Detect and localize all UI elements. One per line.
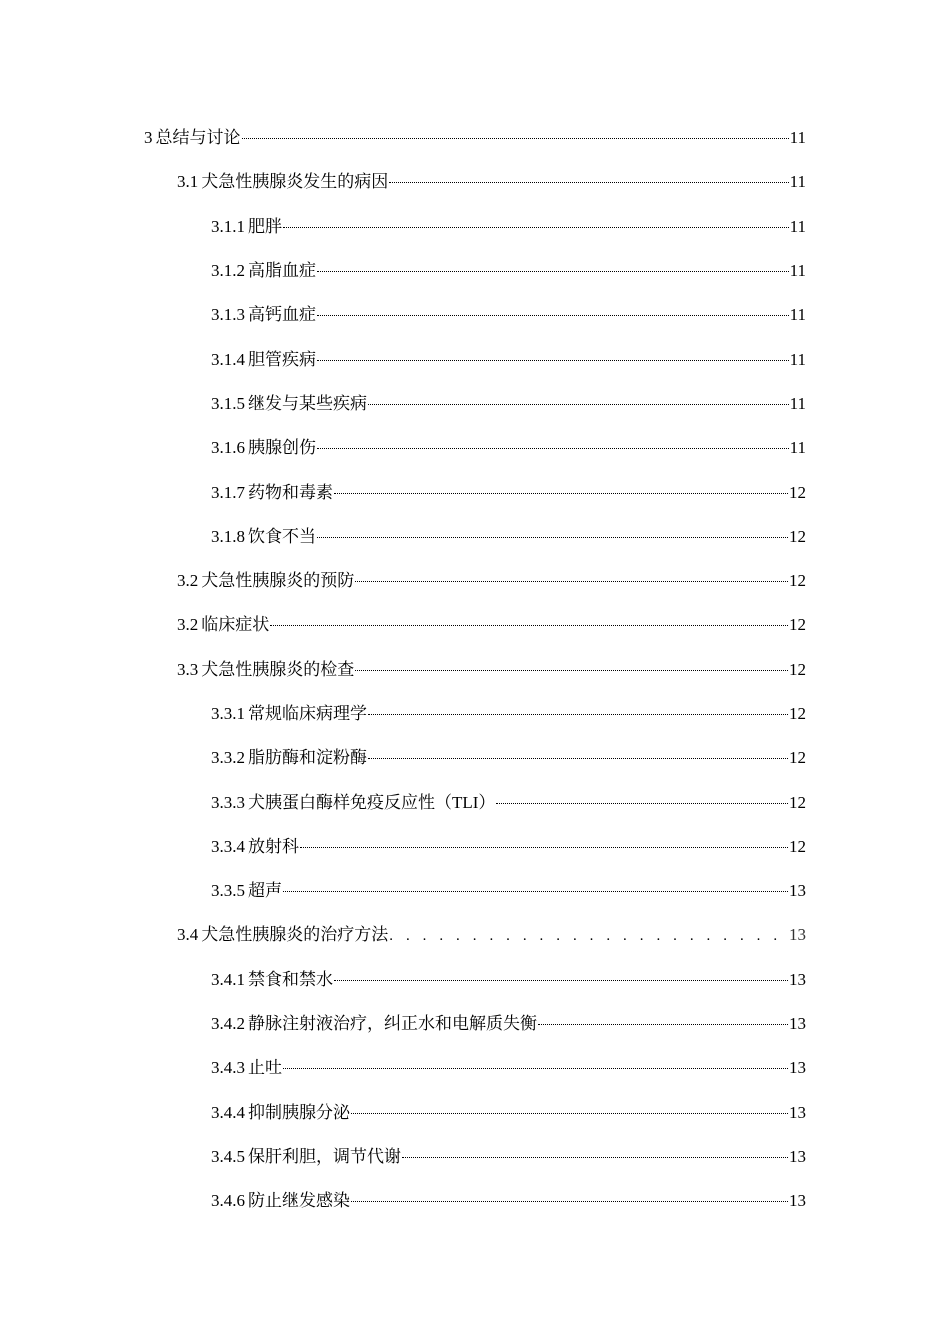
- toc-entry-title: 3.2 临床症状: [177, 615, 270, 635]
- toc-page-number: 13: [789, 1191, 806, 1211]
- toc-entry[interactable]: [0, 559, 950, 603]
- table-of-contents: [0, 116, 950, 1223]
- dot-leader: [351, 1113, 788, 1114]
- toc-page-number: 12: [789, 482, 806, 502]
- toc-entry[interactable]: [0, 426, 950, 470]
- toc-page-number: 11: [789, 393, 806, 413]
- dot-leader: [300, 847, 788, 848]
- toc-entry[interactable]: [0, 869, 950, 913]
- toc-page-number: 11: [789, 349, 806, 369]
- toc-entry-title: 3.4.2 静脉注射液治疗，纠正水和电解质失衡: [211, 1014, 537, 1034]
- dot-leader: [368, 758, 788, 759]
- toc-entry-title: 3.4 犬急性胰腺炎的治疗方法: [177, 924, 389, 944]
- toc-page-number: 12: [789, 704, 806, 723]
- dot-leader: [317, 537, 788, 538]
- toc-page-number: 11: [789, 216, 806, 236]
- dot-leader: [317, 271, 789, 272]
- dot-leader: [270, 625, 788, 626]
- dot-leader: [389, 182, 788, 183]
- dot-leader: [355, 581, 788, 582]
- dot-leader: [317, 315, 789, 316]
- toc-page-number: 12: [789, 748, 806, 768]
- dot-leader: [283, 891, 788, 892]
- toc-page-number: 11: [789, 261, 806, 281]
- toc-page-number: 13: [789, 1058, 806, 1078]
- toc-page-number: 12: [789, 571, 806, 591]
- toc-entry[interactable]: [0, 515, 950, 559]
- toc-entry[interactable]: [0, 116, 950, 160]
- dot-leader: [351, 1201, 788, 1202]
- toc-page-number: 11: [789, 438, 806, 458]
- dot-leader: [368, 714, 788, 715]
- toc-entry[interactable]: [0, 160, 950, 204]
- toc-entry[interactable]: [0, 1179, 950, 1223]
- toc-page-number: 13: [789, 881, 806, 901]
- toc-entry-title: 3.4.3 止吐: [211, 1058, 282, 1078]
- toc-page-number: 13: [789, 969, 806, 989]
- toc-page-number: 13: [789, 1146, 806, 1166]
- toc-entry-title: 3.3 犬急性胰腺炎的检查: [177, 659, 355, 679]
- dot-leader: [355, 670, 788, 671]
- toc-page-number: 12: [789, 659, 806, 679]
- toc-page-number: 11: [789, 305, 806, 325]
- toc-entry[interactable]: [0, 1046, 950, 1090]
- toc-entry-title: 3 总结与讨论: [144, 128, 241, 148]
- toc-page-number: 12: [789, 615, 806, 635]
- dot-leader: [242, 138, 789, 139]
- toc-entry-title: 3.1.1 肥胖: [211, 216, 282, 236]
- toc-entry[interactable]: [0, 293, 950, 337]
- dot-leader: [283, 227, 789, 228]
- toc-entry-title: 3.2 犬急性胰腺炎的预防: [177, 571, 355, 591]
- dot-leader: [402, 1157, 788, 1158]
- dot-leader: [389, 925, 788, 947]
- toc-entry-title: 3.3.4 放射科: [211, 836, 299, 856]
- toc-entry[interactable]: [0, 780, 950, 824]
- toc-entry[interactable]: [0, 692, 950, 736]
- toc-entry-title: 3.4.4 抑制胰腺分泌: [211, 1102, 350, 1122]
- toc-page-number: 12: [789, 526, 806, 546]
- dot-leader: [334, 980, 788, 981]
- toc-entry[interactable]: [0, 470, 950, 514]
- toc-entry-title: 3.1.6 胰腺创伤: [211, 438, 316, 458]
- toc-entry[interactable]: [0, 382, 950, 426]
- toc-entry[interactable]: [0, 1091, 950, 1135]
- toc-entry-title: 3.1.4 胆管疾病: [211, 349, 316, 369]
- dot-leader: [283, 1068, 788, 1069]
- toc-entry[interactable]: [0, 1002, 950, 1046]
- toc-entry-title: 3.1.2 高脂血症: [211, 261, 316, 281]
- toc-entry-title: 3.3.1 常规临床病理学: [211, 704, 367, 723]
- toc-page-number: 11: [789, 172, 806, 192]
- toc-page-number: 12: [789, 792, 806, 812]
- toc-entry[interactable]: [0, 205, 950, 249]
- toc-entry-title: 3.1.7 药物和毒素: [211, 482, 333, 502]
- dot-leader: [538, 1024, 788, 1025]
- toc-page-number: 12: [789, 836, 806, 856]
- toc-page-number: 13: [789, 1014, 806, 1034]
- toc-entry-title: 3.1.8 饮食不当: [211, 526, 316, 546]
- toc-entry[interactable]: [0, 913, 950, 957]
- toc-page-number: 13: [789, 1102, 806, 1122]
- toc-entry[interactable]: [0, 736, 950, 780]
- toc-page-number: 13: [789, 924, 806, 944]
- toc-entry-title: 3.1.5 继发与某些疾病: [211, 393, 367, 413]
- toc-entry[interactable]: [0, 648, 950, 692]
- toc-entry-title: 3.4.1 禁食和禁水: [211, 969, 333, 989]
- toc-entry[interactable]: [0, 603, 950, 647]
- dot-leader: [496, 803, 788, 804]
- dot-leader: [317, 360, 789, 361]
- toc-entry-title: 3.3.5 超声: [211, 881, 282, 901]
- toc-entry-title: 3.3.2 脂肪酶和淀粉酶: [211, 748, 367, 768]
- toc-entry[interactable]: [0, 958, 950, 1002]
- toc-entry-title: 3.4.5 保肝利胆，调节代谢: [211, 1146, 401, 1166]
- toc-entry-title: 3.1.3 高钙血症: [211, 305, 316, 325]
- toc-entry-title: 3.1 犬急性胰腺炎发生的病因: [177, 172, 389, 192]
- toc-entry[interactable]: [0, 825, 950, 869]
- toc-entry[interactable]: [0, 1135, 950, 1179]
- dot-leader: [317, 448, 789, 449]
- toc-entry-title: 3.3.3 犬胰蛋白酶样免疫反应性（TLI）: [211, 792, 496, 812]
- dot-leader: [334, 493, 788, 494]
- toc-page-number: 11: [789, 128, 806, 148]
- dot-leader: [368, 404, 789, 405]
- toc-entry[interactable]: [0, 337, 950, 381]
- toc-entry[interactable]: [0, 249, 950, 293]
- toc-entry-title: 3.4.6 防止继发感染: [211, 1191, 350, 1211]
